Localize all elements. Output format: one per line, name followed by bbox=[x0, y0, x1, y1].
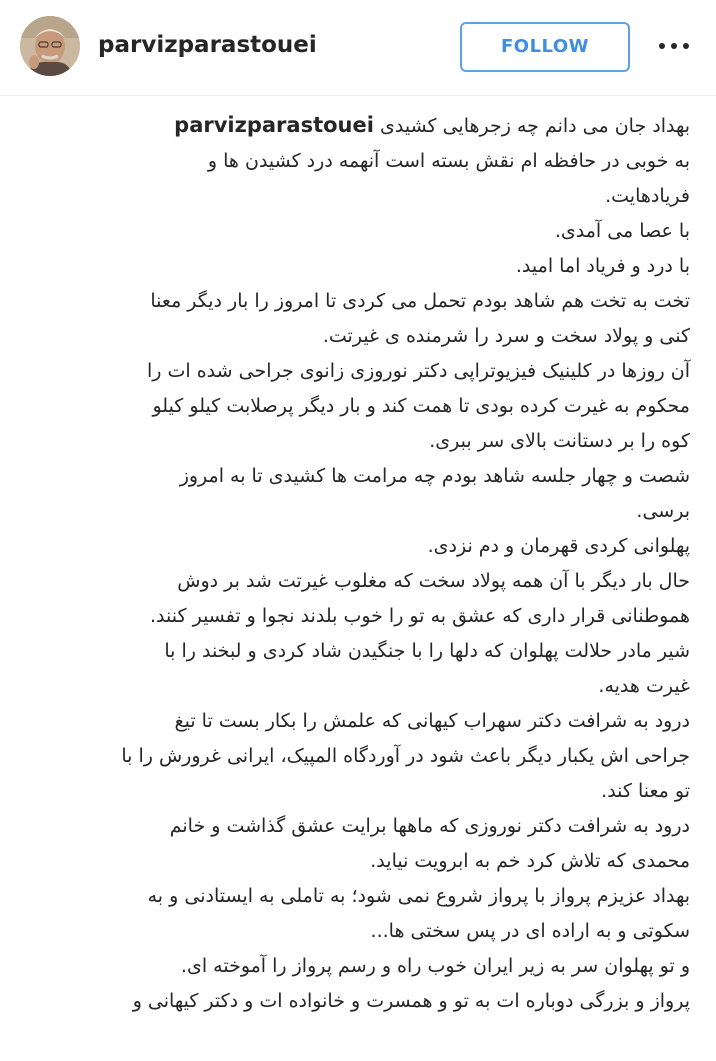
post-header bbox=[0, 0, 716, 96]
caption-line: کنی و پولاد سخت و سرد را شرمنده ی غیرتت. bbox=[322, 325, 690, 347]
post-caption bbox=[14, 108, 690, 1019]
profile-photo-icon bbox=[20, 16, 80, 76]
caption-line: درود به شرافت دکتر سهراب کیهانی که علمش را بکار بست تا تیغ bbox=[174, 710, 690, 732]
caption-line: برسی. bbox=[636, 500, 690, 522]
caption-line: هموطنانی قرار داری که عشق به تو را خوب بلدند نجوا و تفسیر کنند. bbox=[150, 605, 690, 627]
caption-line: فریادهایت. bbox=[605, 185, 690, 207]
caption-line: محمدی که تلاش کرد خم به ابرویت نیاید. bbox=[370, 850, 690, 872]
caption-line: پهلوانی کردی قهرمان و دم نزدی. bbox=[427, 535, 690, 557]
caption-line: و تو پهلوان سر به زیر ایران خوب راه و رسم پرواز را آموخته ای. bbox=[180, 955, 690, 977]
caption-line: شصت و چهار جلسه شاهد بودم چه مرامت ها کشیدی تا به امروز bbox=[179, 465, 690, 487]
caption-line: کوه را بر دستانت بالای سر ببری. bbox=[429, 430, 690, 452]
caption-line: پرواز و بزرگی دوباره ات به تو و همسرت و خانواده ات و دکتر کیهانی و bbox=[132, 990, 690, 1012]
username-link[interactable]: parvizparastouei bbox=[98, 32, 317, 58]
caption-line: با درد و فریاد اما امید. bbox=[515, 255, 690, 277]
caption-line: جراحی اش یکبار دیگر باعث شود در آوردگاه المپیک، ایرانی غرورش را با bbox=[121, 745, 690, 767]
caption-line: آن روزها در کلینیک فیزیوتراپی دکتر نوروزی زانوی جراحی شده ات را bbox=[147, 360, 690, 382]
caption-text: بهداد جان می دانم چه زجرهایی کشیدی bbox=[379, 115, 690, 137]
caption-line: تو معنا کند. bbox=[601, 780, 690, 802]
caption-line: سکوتی و به اراده ای در پس سختی ها... bbox=[370, 920, 690, 942]
caption-line: تخت به تخت هم شاهد بودم تحمل می کردی تا امروز را بار دیگر معنا bbox=[150, 290, 690, 312]
caption-line: با عصا می آمدی. bbox=[554, 220, 690, 242]
avatar[interactable] bbox=[20, 16, 80, 76]
caption-first-line bbox=[14, 108, 690, 144]
caption-line: حال بار دیگر با آن همه پولاد سخت که مغلوب غیرتت شد بر دوش bbox=[177, 570, 690, 592]
more-options-icon[interactable] bbox=[654, 36, 694, 56]
caption-line: محکوم به غیرت کرده بودی تا همت کند و بار دیگر پرصلابت کیلو کیلو bbox=[152, 395, 690, 417]
caption-line: درود به شرافت دکتر نوروزی که ماهها برایت عشق گذاشت و خانم bbox=[169, 815, 690, 837]
caption-line: بهداد عزیزم پرواز با پرواز شروع نمی شود؛ به تاملی به ایستادنی و به bbox=[147, 885, 690, 907]
caption-author-link[interactable]: parvizparastouei bbox=[174, 113, 374, 137]
caption-line: شیر مادر حلالت پهلوان که دلها را با جنگیدن شاد کردی و لبخند را با bbox=[164, 640, 690, 662]
caption-line: به خوبی در حافظه ام نقش بسته است آنهمه درد کشیدن ها و bbox=[207, 150, 690, 172]
caption-line: غیرت هدیه. bbox=[598, 675, 690, 697]
follow-button[interactable]: FOLLOW bbox=[460, 22, 630, 72]
